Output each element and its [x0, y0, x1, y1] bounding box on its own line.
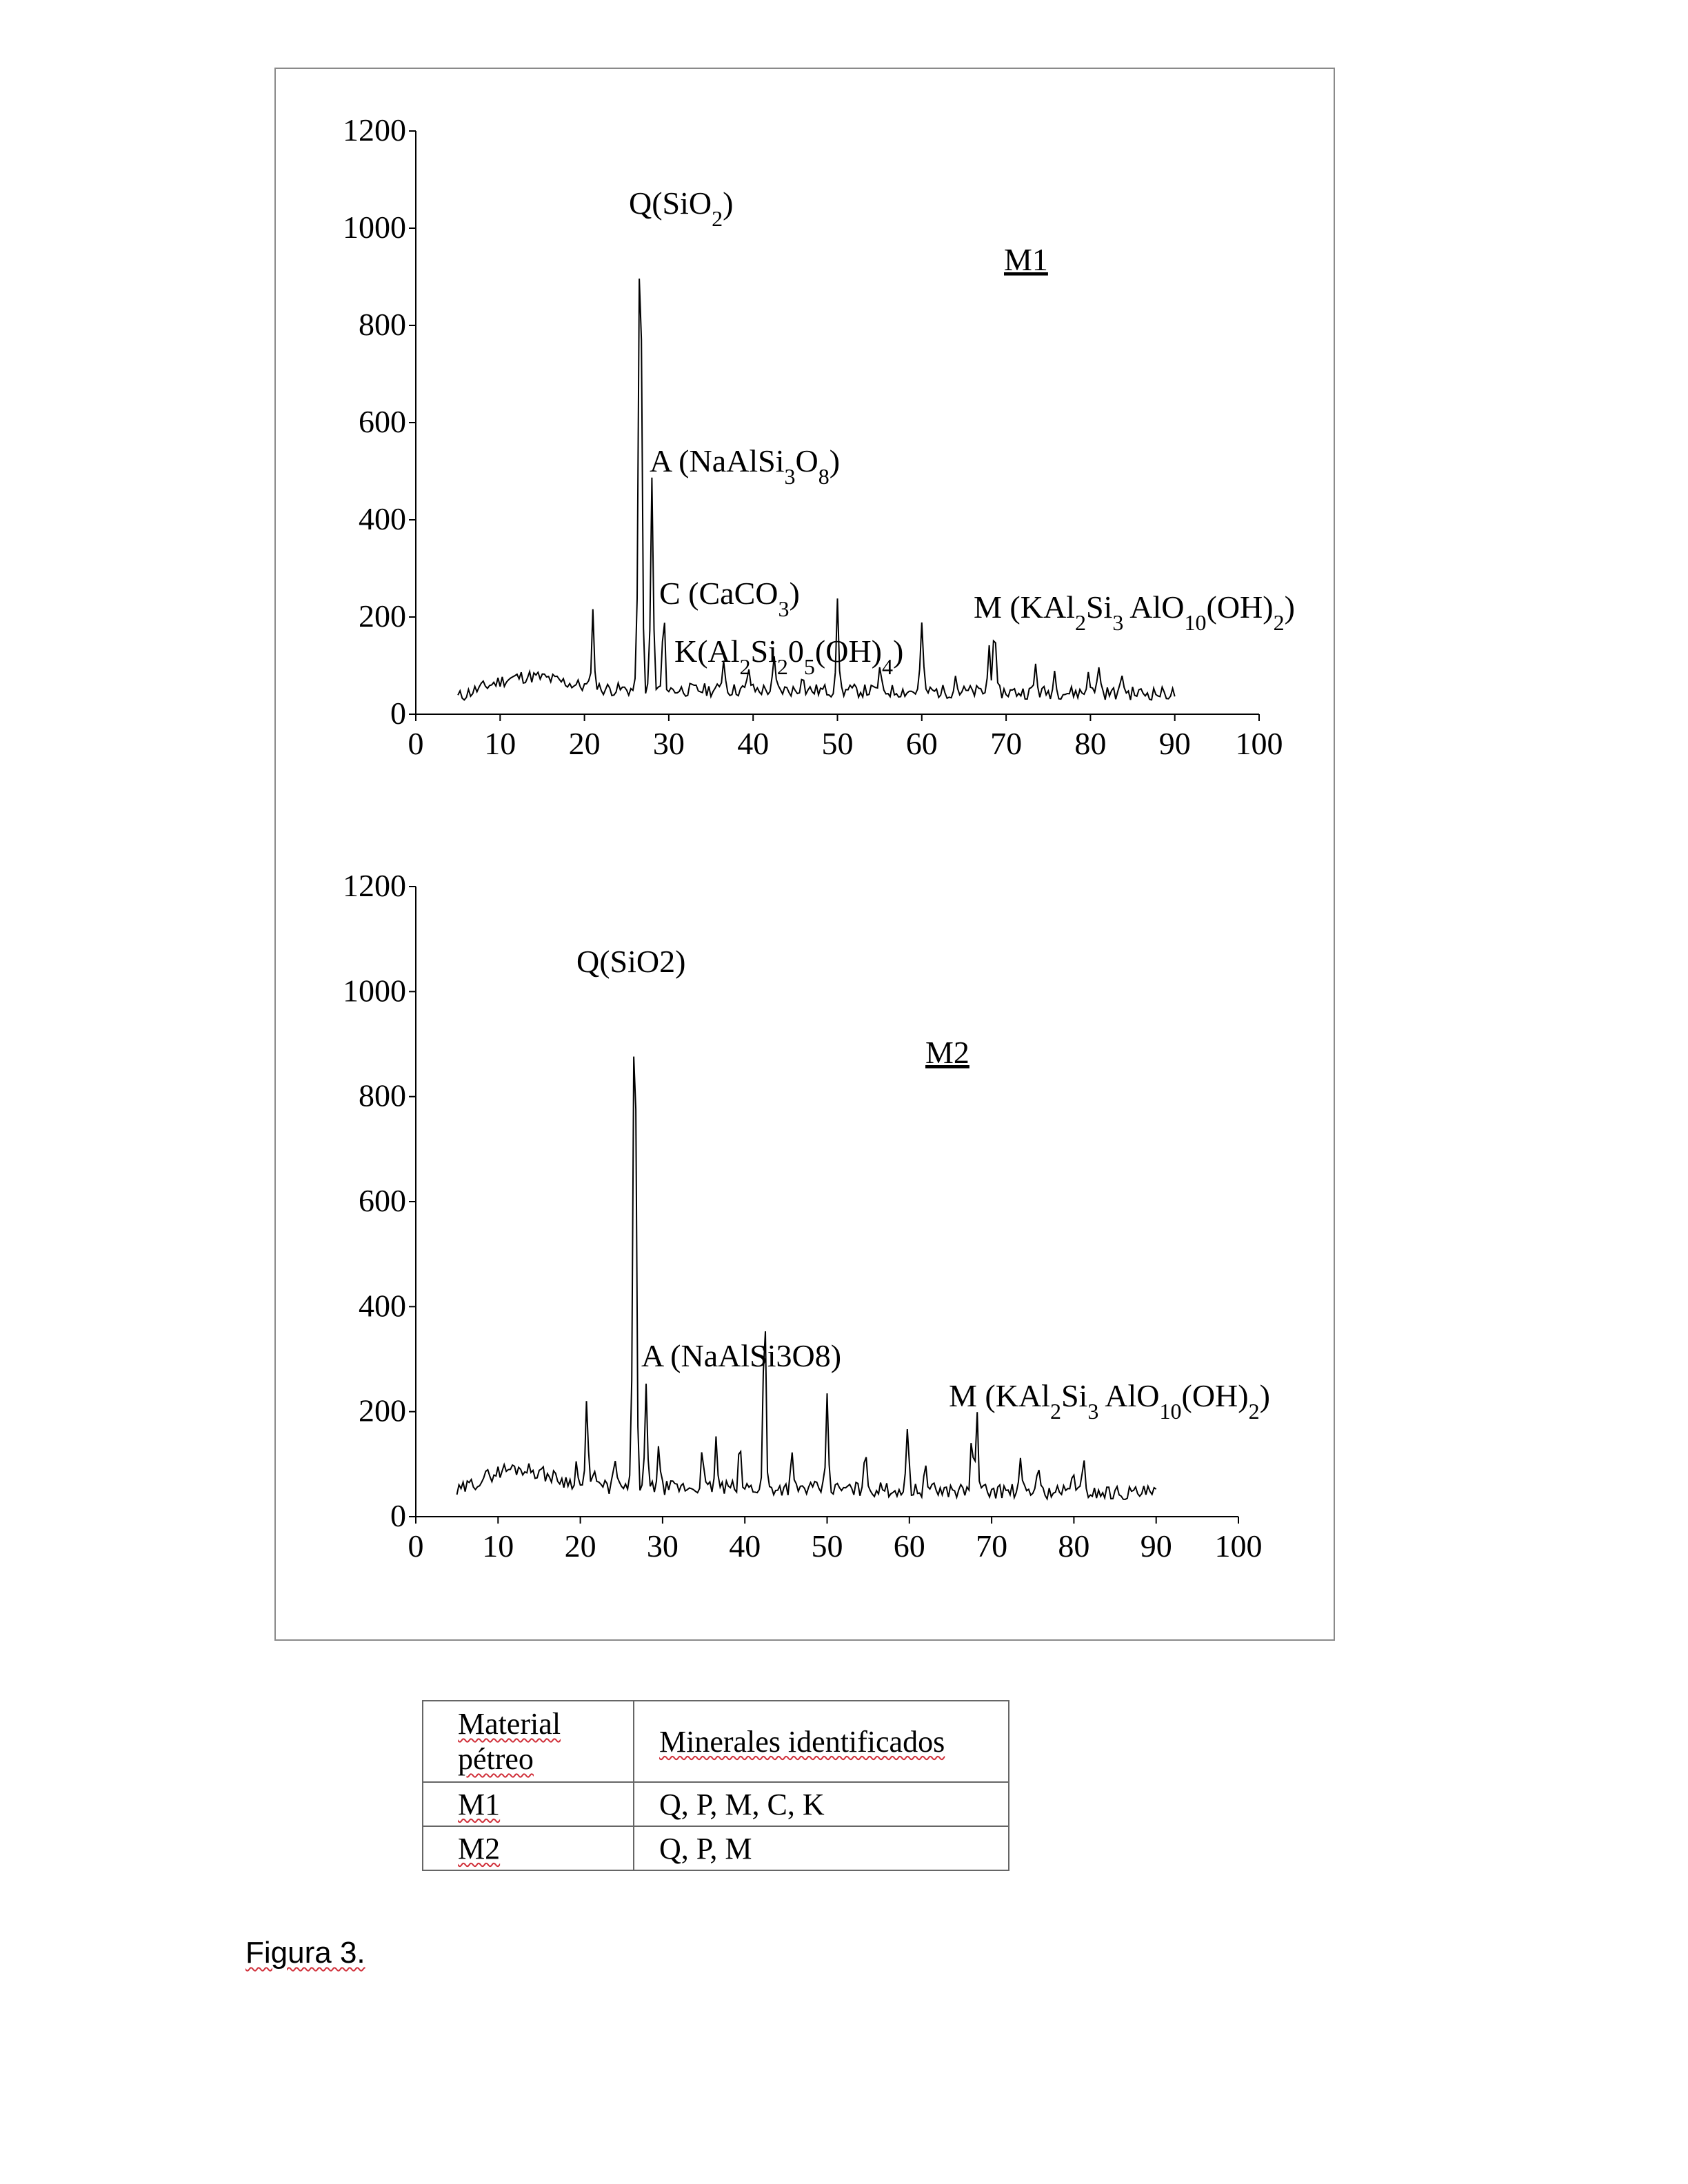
y-tick-label: 1200: [343, 112, 406, 148]
x-tick-label: 10: [484, 726, 516, 761]
x-tick-label: 70: [990, 726, 1023, 761]
x-tick-label: 10: [482, 1528, 514, 1564]
sample-label: M1: [1004, 242, 1048, 277]
x-tick-label: 60: [905, 726, 938, 761]
peak-annotation-q: Q(SiO2): [576, 944, 686, 979]
chart-M2: [343, 868, 1270, 1564]
x-tick-label: 90: [1158, 726, 1191, 761]
x-tick-label: 50: [811, 1528, 843, 1564]
x-tick-label: 80: [1074, 726, 1107, 761]
peak-annotation-a: A $(NaAlSi_3O_8)$: [650, 443, 841, 489]
y-tick-label: 800: [359, 1078, 406, 1113]
y-tick-label: 1000: [343, 973, 406, 1009]
x-tick-label: 100: [1235, 726, 1283, 761]
sample-label: M2: [925, 1035, 969, 1070]
x-tick-label: 30: [646, 1528, 679, 1564]
peak-annotation-k: $K(Al_2Si_20_5(OH)_4)$: [674, 634, 904, 679]
peak-annotation-m: M ($KAl_2Si_3$ $AlO_{10}(OH)_2$): [949, 1378, 1270, 1424]
table-cell-material: M2: [423, 1826, 634, 1870]
y-tick-label: 1200: [343, 868, 406, 903]
x-tick-label: 0: [408, 1528, 424, 1564]
y-tick-label: 200: [359, 598, 406, 634]
mineral-table: [422, 1700, 1009, 1871]
header-material: Material pétreo: [423, 1701, 634, 1782]
x-tick-label: 20: [568, 726, 601, 761]
table-cell-minerals: Q, P, M, C, K: [634, 1782, 1009, 1826]
peak-annotation-a: A (NaAlSi3O8): [641, 1338, 842, 1373]
peak-annotation-q: Q(SiO$_2$): [629, 185, 734, 231]
y-tick-label: 0: [390, 1498, 406, 1533]
y-tick-label: 400: [359, 1288, 406, 1324]
x-tick-label: 100: [1214, 1528, 1263, 1564]
peak-annotation-m: M ($KAl_2Si_3$ $AlO_{10}(OH)_2$): [974, 589, 1295, 635]
y-tick-label: 800: [359, 307, 406, 342]
table-row: [423, 1782, 1009, 1826]
x-tick-label: 40: [737, 726, 770, 761]
y-tick-label: 600: [359, 404, 406, 439]
y-tick-label: 1000: [343, 210, 406, 245]
x-tick-label: 70: [976, 1528, 1008, 1564]
y-tick-label: 600: [359, 1183, 406, 1218]
x-tick-label: 60: [893, 1528, 925, 1564]
figure-caption: Figura 3.: [245, 1936, 365, 1970]
table-header-row: [423, 1701, 1009, 1782]
x-tick-label: 80: [1058, 1528, 1090, 1564]
y-tick-label: 0: [390, 696, 406, 731]
x-tick-label: 40: [729, 1528, 761, 1564]
table-cell-material: M1: [423, 1782, 634, 1826]
y-tick-label: 200: [359, 1393, 406, 1428]
peak-annotation-c: C (CaCO$_3$): [659, 576, 800, 621]
chart-M1: [343, 112, 1295, 761]
x-tick-label: 20: [564, 1528, 596, 1564]
x-tick-label: 30: [652, 726, 685, 761]
header-minerales: Minerales identificados: [634, 1701, 1009, 1782]
table-cell-minerals: Q, P, M: [634, 1826, 1009, 1870]
y-tick-label: 400: [359, 501, 406, 536]
diffractogram-line: [457, 1057, 1156, 1499]
table-row: [423, 1826, 1009, 1870]
x-tick-label: 90: [1140, 1528, 1172, 1564]
x-tick-label: 50: [821, 726, 854, 761]
x-tick-label: 0: [408, 726, 424, 761]
